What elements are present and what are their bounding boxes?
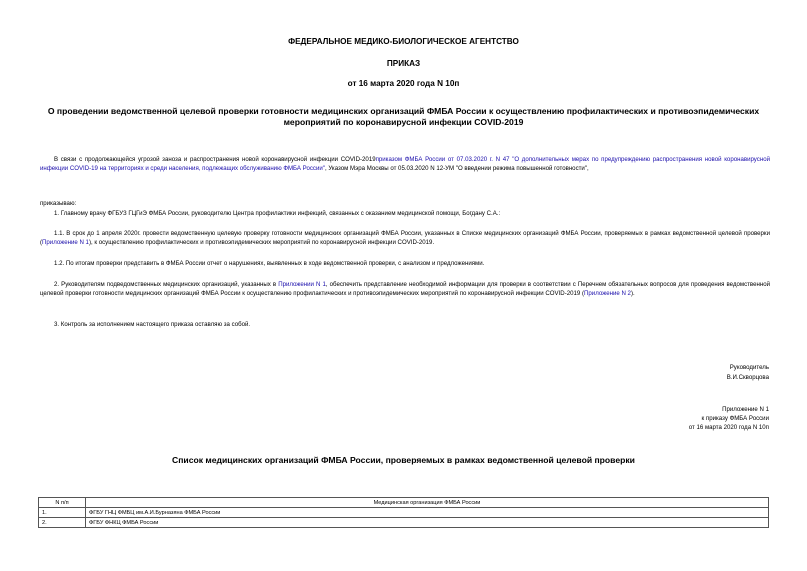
agency-name: ФЕДЕРАЛЬНОЕ МЕДИКО-БИОЛОГИЧЕСКОЕ АГЕНТСТВО [288, 37, 519, 46]
signature-name: В.И.Скворцова [726, 374, 769, 381]
item-1: 1. Главному врачу ФГБУЗ ГЦГиЭ ФМБА России, руководителю Центра профилактики инфекций, связанных с оказанием медицинской помощи, Богдану С.А.: [54, 210, 501, 217]
appendix-line-3: от 16 марта 2020 года N 10п [688, 424, 769, 431]
organizations-table [38, 497, 769, 528]
preamble-text-2: , Указом Мэра Москвы от 05.03.2020 N 12-УМ "О введении режима повышенной готовности", [324, 165, 589, 172]
preamble-text: В связи с продолжающейся угрозой заноза и распространения новой коронавирусной инфекции COVID-2019 [54, 156, 376, 163]
item-2-text: 2. Руководителям подведомственных медицинских организаций, указанных в [54, 281, 279, 288]
item-1-1 [40, 229, 770, 247]
appendix-line-1: Приложение N 1 [722, 406, 769, 413]
doc-date-number: от 16 марта 2020 года N 10п [347, 79, 460, 88]
list-title: Список медицинских организаций ФМБА России, проверяемых в рамках ведомственной целевой проверки [172, 455, 635, 465]
order-title: О проведении ведомственной целевой проверки готовности медицинских организаций ФМБА России к осуществлению профилактических и противоэпидемических мероприятий по коронавирусной инфекции COVID-2019 [47, 106, 760, 127]
col-num-header: N п/п [39, 498, 86, 508]
item-1-1-text: 1.1. В срок до 1 апреля 2020г. провести ведомственную целевую проверку готовности медицинских организаций ФМБА России, указанных в Списке медицинских организаций ФМБА России, проверяемых в рамках ведомственной целевой проверки ( [40, 230, 770, 246]
row-org: ФГБУ ГНЦ ФМБЦ им.А.И.Бурназяна ФМБА России [86, 508, 769, 518]
doc-type: ПРИКАЗ [386, 59, 421, 68]
preamble [40, 155, 770, 173]
table-header-row [39, 498, 769, 508]
col-org-header: Медицинская организация ФМБА России [86, 498, 769, 508]
item-2-text-2: , обеспечить представление необходимой информации для проверки в соответствии с Перечнем обязательных вопросов для проведения ведомственной целевой проверки готовности медицинских организаций ФМБА России к осуществлению профилактических и противоэпидемических мероприятий по коронавирусной инфекции COVID-2019 ( [40, 281, 770, 297]
item-1-2: 1.2. По итогам проверки представить в ФМБА России отчет о нарушениях, выявленных в ходе ведомственной проверки, с анализом и предложениями. [54, 260, 485, 267]
item-2 [40, 280, 770, 298]
appendix-1-link[interactable]: Приложение N 1 [42, 239, 89, 246]
signature-position: Руководитель [729, 364, 769, 371]
row-org: ФГБУ ФНКЦ ФМБА России [86, 518, 769, 528]
appendix-2-link[interactable]: Приложение N 2 [584, 290, 631, 297]
item-1-1-text-2: ), к осуществлению профилактических и противоэпидемических мероприятий по коронавирусной инфекции COVID-2019. [88, 239, 435, 246]
item-2-text-3: ). [630, 290, 635, 297]
appendix-line-2: к приказу ФМБА России [701, 415, 769, 422]
item-3: 3. Контроль за исполнением настоящего приказа оставляю за собой. [54, 321, 251, 328]
row-num: 1. [39, 508, 86, 518]
order-word: приказываю: [40, 200, 77, 207]
order-47-link[interactable]: приказом ФМБА России от 07.03.2020 г. N 47 "О дополнительных мерах по предупреждению распространения новой коронавирусной инфекции COVID-19 на территориях и среди населения, подлежащих обслуживанию ФМБА России" [40, 156, 770, 172]
table-row [39, 518, 769, 528]
row-num: 2. [39, 518, 86, 528]
table-row [39, 508, 769, 518]
appendix-1-link-2[interactable]: Приложении N 1 [278, 281, 326, 288]
